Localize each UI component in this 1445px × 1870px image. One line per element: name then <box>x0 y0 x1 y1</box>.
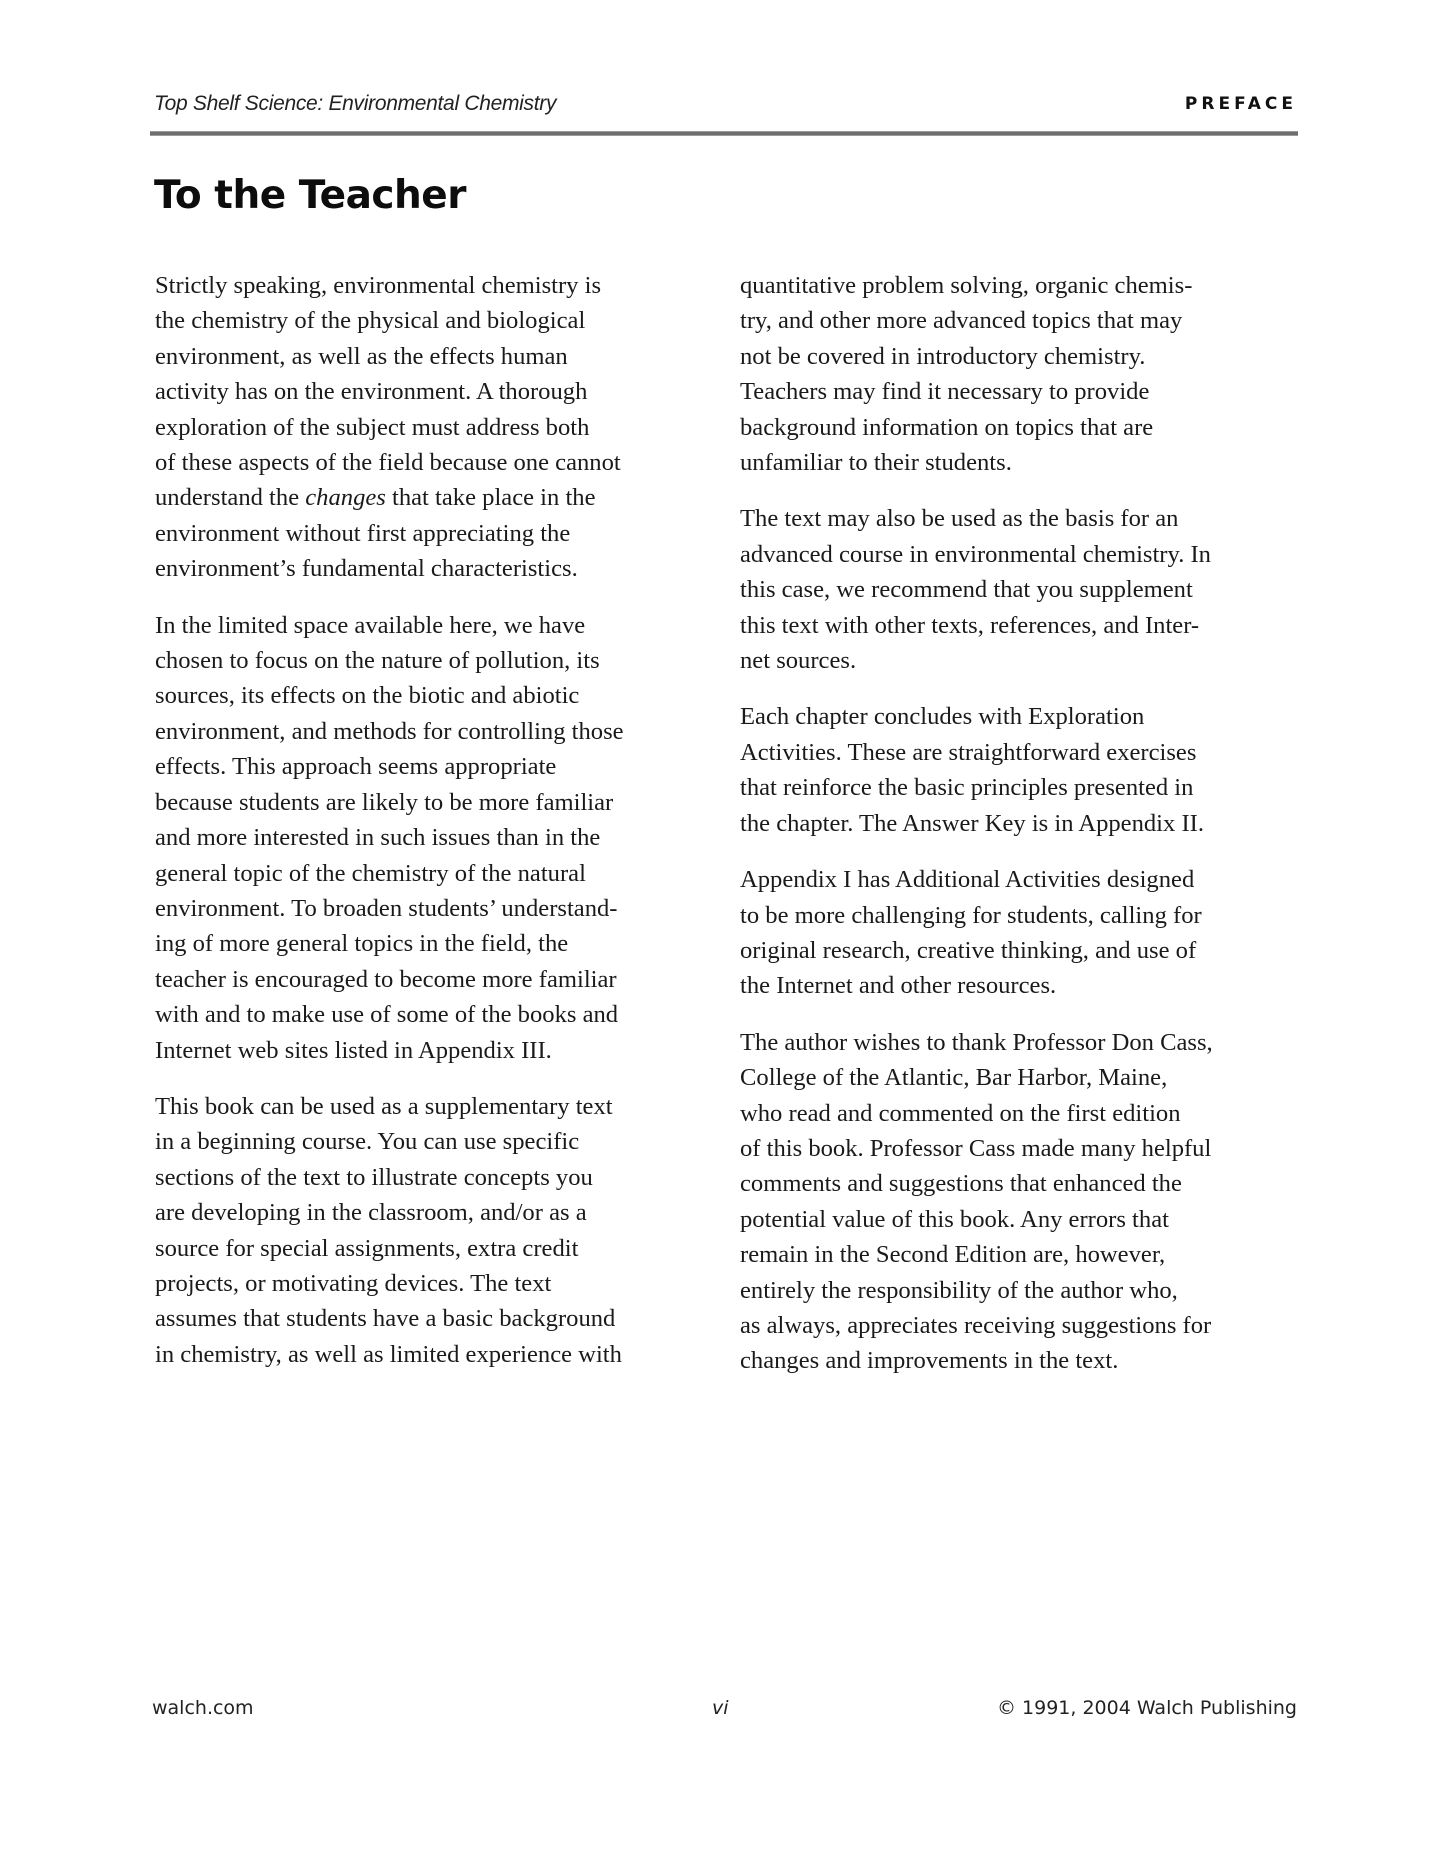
text-line: quantitative problem solving, organic chemis- <box>740 272 1193 299</box>
text-line: environment, and methods for controlling those <box>155 717 624 745</box>
text-line: of this book. Professor Cass made many helpful <box>740 1134 1212 1162</box>
text-line: source for special assignments, extra credit <box>155 1234 579 1262</box>
text-line: general topic of the chemistry of the natural <box>155 859 586 887</box>
text-line: environment. To broaden students’ understand- <box>155 894 618 922</box>
text-line: with and to make use of some of the books and <box>155 1001 619 1029</box>
text-line: in chemistry, as well as limited experience with <box>155 1340 622 1368</box>
text-line: net sources. <box>740 647 857 675</box>
text-line: environment, as well as the effects human <box>155 342 568 370</box>
text-line: comments and suggestions that enhanced the <box>740 1170 1182 1198</box>
left-column <box>155 268 715 1393</box>
text-line: the Internet and other resources. <box>740 972 1057 1000</box>
page-number: vi <box>712 1697 729 1719</box>
text-line: ing of more general topics in the field, the <box>155 930 569 958</box>
text-line: environment without first appreciating the <box>155 519 571 547</box>
text-line: chosen to focus on the nature of pollution, its <box>155 647 600 675</box>
right-column <box>740 268 1300 1400</box>
running-header <box>154 92 1297 122</box>
paragraph-intro <box>155 268 715 587</box>
page-title: To the Teacher <box>154 173 466 218</box>
text-line: original research, creative thinking, and use of <box>740 936 1197 964</box>
text-line: the chemistry of the physical and biological <box>155 307 586 335</box>
text-line: are developing in the classroom, and/or as a <box>155 1199 587 1227</box>
page-footer <box>152 1697 1297 1727</box>
paragraph-focus <box>155 608 715 1068</box>
text-line: this text with other texts, references, and Inter- <box>740 611 1200 639</box>
text-line: not be covered in introductory chemistry. <box>740 342 1146 370</box>
text-line: this case, we recommend that you supplement <box>740 576 1193 604</box>
footer-copyright: © 1991, 2004 Walch Publishing <box>997 1697 1297 1719</box>
paragraph-usage-continued <box>740 268 1300 480</box>
text-line <box>155 480 715 515</box>
text-line: The text may also be used as the basis for an <box>740 505 1179 533</box>
text-line: to be more challenging for students, calling for <box>740 901 1202 929</box>
text-line: as always, appreciates receiving suggestions for <box>740 1311 1212 1339</box>
text-line: activity has on the environment. A thorough <box>155 378 588 406</box>
text-line: In the limited space available here, we have <box>155 611 586 639</box>
text-line: Teachers may find it necessary to provide <box>740 378 1150 406</box>
text-line: in a beginning course. You can use specific <box>155 1128 580 1156</box>
text-line: and more interested in such issues than in the <box>155 824 601 852</box>
text-line: The author wishes to thank Professor Don Cass, <box>740 1028 1213 1056</box>
text-line: Appendix I has Additional Activities designed <box>740 866 1195 894</box>
text-line: College of the Atlantic, Bar Harbor, Maine, <box>740 1064 1168 1092</box>
header-rule-divider <box>150 131 1298 136</box>
section-label: PREFACE <box>1184 94 1297 114</box>
text-line: of these aspects of the field because one cannot <box>155 449 621 477</box>
text-line: teacher is encouraged to become more familiar <box>155 965 617 993</box>
paragraph-acknowledgments <box>740 1025 1300 1379</box>
text-span: understand the <box>155 484 306 512</box>
text-line: sources, its effects on the biotic and abiotic <box>155 682 580 710</box>
text-line: the chapter. The Answer Key is in Appendix II. <box>740 809 1204 837</box>
text-line: This book can be used as a supplementary text <box>155 1092 613 1120</box>
text-line: effects. This approach seems appropriate <box>155 753 557 781</box>
book-title: Top Shelf Science: Environmental Chemistry <box>154 92 557 115</box>
text-span: that take place in the <box>385 484 596 512</box>
paragraph-appendix <box>740 862 1300 1004</box>
text-line: that reinforce the basic principles presented in <box>740 774 1194 802</box>
text-line: try, and other more advanced topics that may <box>740 307 1183 335</box>
text-line: Each chapter concludes with Exploration <box>740 703 1145 731</box>
text-line: projects, or motivating devices. The text <box>155 1269 552 1297</box>
text-line: background information on topics that are <box>740 413 1154 441</box>
footer-website: walch.com <box>152 1697 254 1719</box>
text-line: entirely the responsibility of the author who, <box>740 1276 1178 1304</box>
text-line: assumes that students have a basic background <box>155 1305 616 1333</box>
text-line: exploration of the subject must address both <box>155 413 590 441</box>
text-line: Internet web sites listed in Appendix III. <box>155 1036 552 1064</box>
text-line: environment’s fundamental characteristics. <box>155 555 578 583</box>
text-line: advanced course in environmental chemistry. In <box>740 540 1211 568</box>
text-line: potential value of this book. Any errors that <box>740 1205 1169 1233</box>
text-line: who read and commented on the first edition <box>740 1099 1181 1127</box>
text-line: changes and improvements in the text. <box>740 1347 1119 1375</box>
paragraph-exploration <box>740 699 1300 841</box>
text-line: unfamiliar to their students. <box>740 449 1012 477</box>
text-line: remain in the Second Edition are, however, <box>740 1241 1166 1269</box>
paragraph-advanced <box>740 501 1300 678</box>
text-line: sections of the text to illustrate concepts you <box>155 1163 593 1191</box>
text-line: Strictly speaking, environmental chemistry is <box>155 272 602 299</box>
text-line: because students are likely to be more familiar <box>155 788 614 816</box>
emphasis-changes: changes <box>305 484 386 512</box>
paragraph-usage <box>155 1089 715 1372</box>
text-line: Activities. These are straightforward exercises <box>740 738 1197 766</box>
